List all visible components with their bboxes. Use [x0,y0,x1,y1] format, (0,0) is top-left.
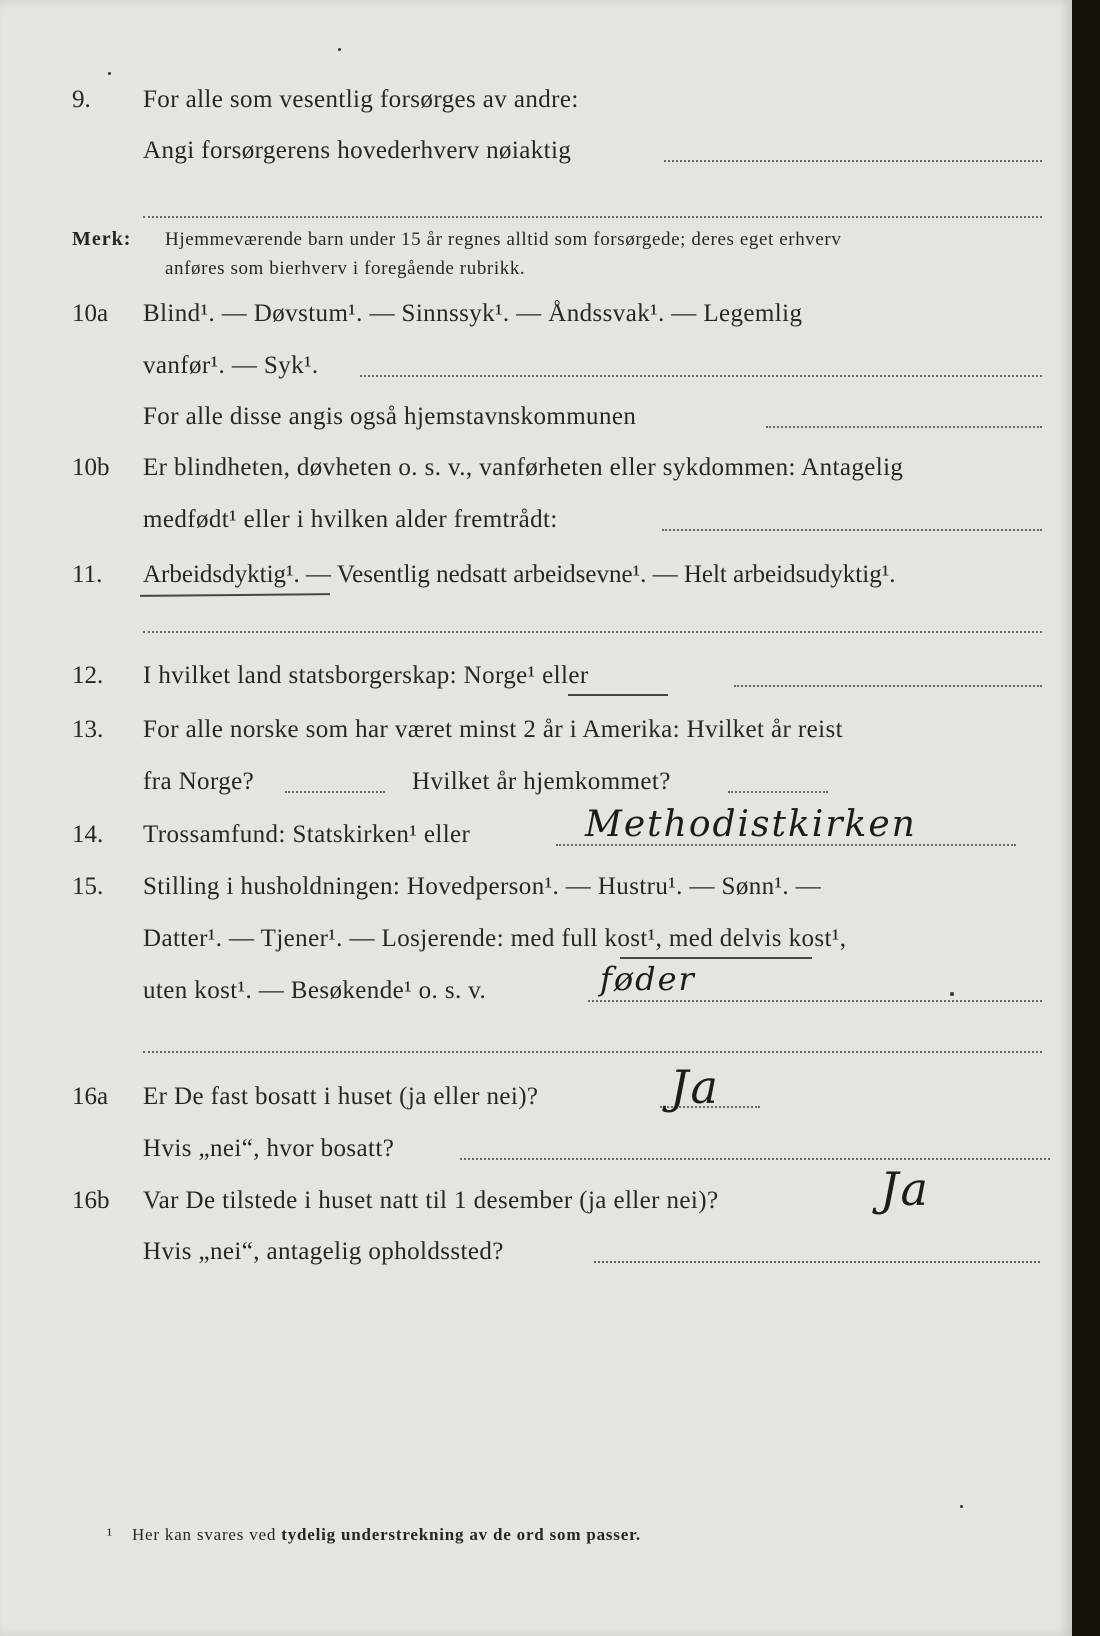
handwritten-answer-16b: Ja [880,1162,930,1216]
answer-line-13-hjemkommet[interactable] [728,791,828,793]
answer-line-10b[interactable] [662,529,1042,531]
answer-line-10a-hjemstavn[interactable] [766,426,1042,428]
question-12-line-1: I hvilket land statsborgerskap: Norge¹ eller [143,662,589,689]
question-16b-number: 16b [72,1187,110,1214]
handwritten-answer-15: føder [600,960,696,998]
question-16a-number: 16a [72,1083,109,1110]
question-14-number: 14. [72,821,104,848]
question-13-line-1: For alle norske som har været minst 2 år i Amerika: Hvilket år reist [143,716,843,743]
question-12-number: 12. [72,662,104,689]
question-15-line-3: uten kost¹. — Besøkende¹ o. s. v. [143,977,487,1004]
merk-line-1: Hjemmeværende barn under 15 år regnes alltid som forsørgede; deres eget erhverv [165,229,842,250]
question-16a-line-1: Er De fast bosatt i huset (ja eller nei)? [143,1083,539,1110]
answer-line-16b-opholdssted[interactable] [594,1261,1040,1263]
underline-med-full-kost [620,957,812,959]
question-9-line-1: For alle som vesentlig forsørges av andre: [143,86,579,113]
handwritten-answer-16a: Ja [670,1060,720,1114]
answer-line-11-extra[interactable] [143,631,1042,633]
question-15-line-1: Stilling i husholdningen: Hovedperson¹. — Hustru¹. — Sønn¹. — [143,873,822,900]
underline-norge [568,694,668,696]
question-10a-line-3: For alle disse angis også hjemstavnskommunen [143,403,637,430]
ink-dot [950,992,954,996]
answer-line-13-reist[interactable] [285,791,385,793]
question-10a-line-1: Blind¹. — Døvstum¹. — Sinnssyk¹. — Åndssvak¹. — Legemlig [143,300,803,327]
answer-line-9[interactable] [664,160,1042,162]
merk-line-2: anføres som bierhverv i foregående rubrikk. [165,258,526,279]
question-15-number: 15. [72,873,104,900]
question-16a-line-2: Hvis „nei“, hvor bosatt? [143,1135,395,1162]
scan-border [1072,0,1100,1636]
question-10b-line-2: medfødt¹ eller i hvilken alder fremtrådt: [143,506,558,533]
question-10a-number: 10a [72,300,109,327]
question-13-number: 13. [72,716,104,743]
footnote-bold-text: tydelig understrekning av de ord som passer. [281,1525,641,1544]
answer-line-10a[interactable] [360,375,1042,377]
question-10b-number: 10b [72,454,110,481]
paper-speck [338,48,341,51]
question-9-line-2: Angi forsørgerens hovederhverv nøiaktig [143,137,572,164]
answer-line-12[interactable] [734,685,1042,687]
answer-line-9-extra[interactable] [143,216,1042,218]
question-11-line-1: Arbeidsdyktig¹. — Vesentlig nedsatt arbeidsevne¹. — Helt arbeidsudyktig¹. [143,561,896,588]
footnote-text: Her kan svares ved [131,1525,277,1544]
question-10b-line-1: Er blindheten, døvheten o. s. v., vanførheten eller sykdommen: Antagelig [143,454,904,481]
answer-line-16a-bosatt[interactable] [460,1158,1050,1160]
question-14-line-1: Trossamfund: Statskirken¹ eller [143,821,471,848]
question-10a-line-2: vanfør¹. — Syk¹. [143,352,319,379]
question-16b-line-1: Var De tilstede i huset natt til 1 desember (ja eller nei)? [143,1187,719,1214]
paper-speck [960,1505,963,1508]
handwritten-answer-14: Methodistkirken [585,804,917,845]
question-13-line-2b: Hvilket år hjemkommet? [412,768,671,795]
question-11-number: 11. [72,561,103,588]
question-16b-line-2: Hvis „nei“, antagelig opholdssted? [143,1238,504,1265]
question-9-number: 9. [72,86,91,113]
merk-label: Merk: [72,228,132,250]
footnote-mark: ¹ [107,1525,113,1544]
underline-arbeidsdyktig [140,593,330,597]
question-13-line-2a: fra Norge? [143,768,255,795]
answer-line-15[interactable] [588,1000,1042,1002]
question-15-line-2: Datter¹. — Tjener¹. — Losjerende: med full kost¹, med delvis kost¹, [143,925,847,952]
paper-speck [108,72,111,75]
answer-line-15-extra[interactable] [143,1051,1042,1053]
footnote [107,1525,641,1545]
